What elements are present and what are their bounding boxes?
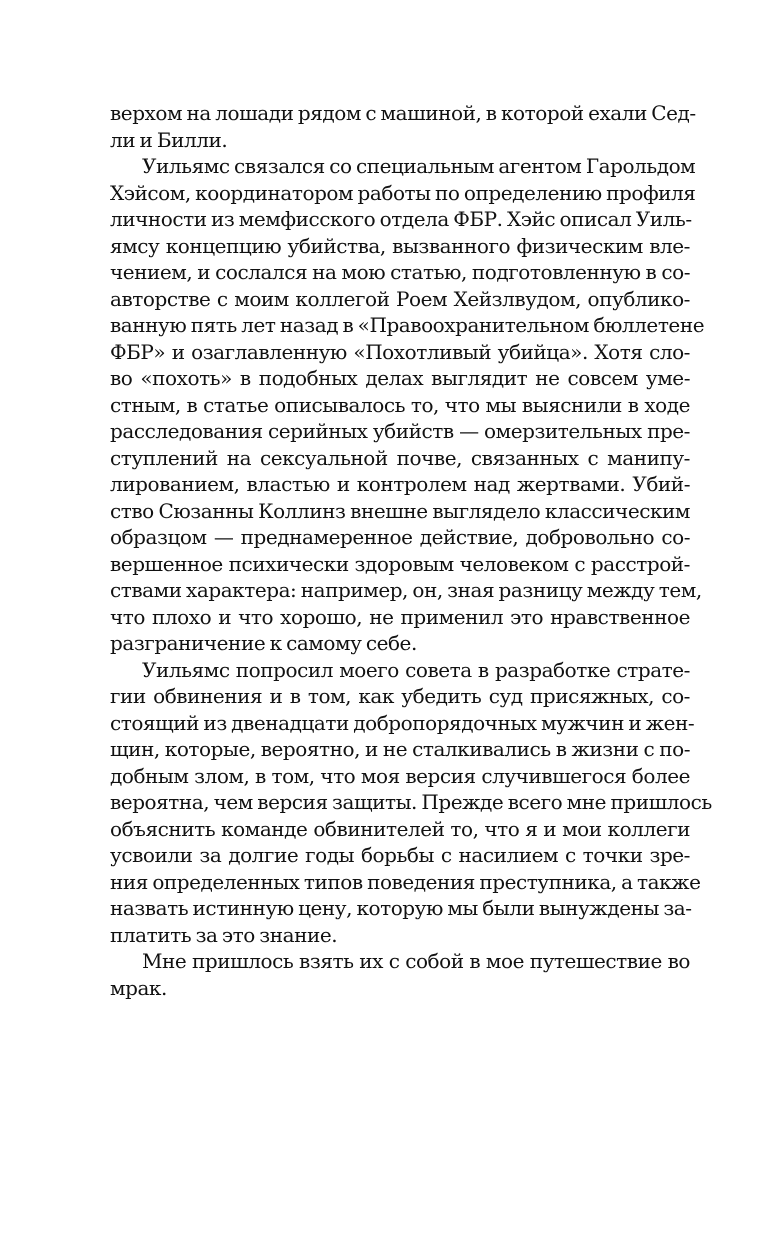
page-text [110, 100, 712, 1001]
text-line: мрак. [110, 975, 167, 1000]
paragraph [110, 948, 690, 1001]
text-line: авторстве с моим коллегой Роем Хейзлвудом, опублико- [110, 286, 690, 311]
text-line: ямсу концепцию убийства, вызванного физическим вле- [110, 233, 690, 258]
text-line: стоящий из двенадцати добропорядочных мужчин и жен- [110, 710, 695, 735]
text-line: Уильямс попросил моего совета в разработке страте- [142, 657, 690, 682]
text-line: гии обвинения и в том, как убедить суд присяжных, со- [110, 684, 690, 708]
text-line: ванную пять лет назад в «Правоохранительном бюллетене [110, 313, 705, 337]
text-line: верхом на лошади рядом с машиной, в которой ехали Сед- [110, 101, 696, 125]
text-line: ФБР» и озаглавленную «Похотливый убийца». Хотя сло- [110, 339, 690, 364]
text-line: ступлений на сексуальной почве, связанных с манипу- [110, 445, 690, 470]
paragraph [110, 153, 705, 657]
text-line: образцом — преднамеренное действие, добровольно со- [110, 525, 690, 549]
text-line: Мне пришлось взять их с собой в мое путешествие во [142, 949, 690, 973]
text-line: объяснить команде обвинителей то, что я и мои коллеги [110, 816, 690, 841]
text-line: ствами характера: например, он, зная разницу между тем, [110, 578, 702, 602]
text-line: платить за это знание. [110, 922, 338, 947]
text-line: ния определенных типов поведения преступника, а также [110, 869, 701, 894]
text-line: Уильямс связался со специальным агентом Гарольдом [142, 154, 696, 178]
text-line: вершенное психически здоровым человеком с расстрой- [110, 551, 690, 576]
text-line: чением, и сослался на мою статью, подготовленную в со- [110, 260, 690, 284]
text-line: вероятна, чем версия защиты. Прежде всего мне пришлось [110, 790, 712, 814]
text-line: лированием, властью и контролем над жертвами. Убий- [110, 472, 690, 496]
text-line: Хэйсом, координатором работы по определению профиля [110, 180, 696, 205]
text-line: назвать истинную цену, которую мы были вынуждены за- [110, 896, 692, 920]
text-line: усвоили за долгие годы борьбы с насилием с точки зре- [110, 843, 690, 867]
paragraph [110, 657, 712, 949]
book-page [110, 100, 712, 1001]
text-line: щин, которые, вероятно, и не сталкивались в жизни с по- [110, 737, 690, 761]
text-line: во «похоть» в подобных делах выглядит не совсем уме- [110, 366, 690, 390]
text-line: расследования серийных убийств — омерзительных пре- [110, 419, 690, 443]
text-line: стным, в статье описывалось то, что мы выяснили в ходе [110, 392, 690, 417]
text-line: что плохо и что хорошо, не применил это нравственное [110, 604, 690, 629]
text-line: личности из мемфисского отдела ФБР. Хэйс описал Уиль- [110, 207, 692, 231]
text-line: ли и Билли. [110, 127, 228, 152]
text-line: разграничение к самому себе. [110, 631, 417, 655]
paragraph [110, 100, 696, 153]
text-line: ство Сюзанны Коллинз внешне выглядело классическим [110, 498, 690, 523]
text-line: добным злом, в том, что моя версия случившегося более [110, 763, 690, 788]
